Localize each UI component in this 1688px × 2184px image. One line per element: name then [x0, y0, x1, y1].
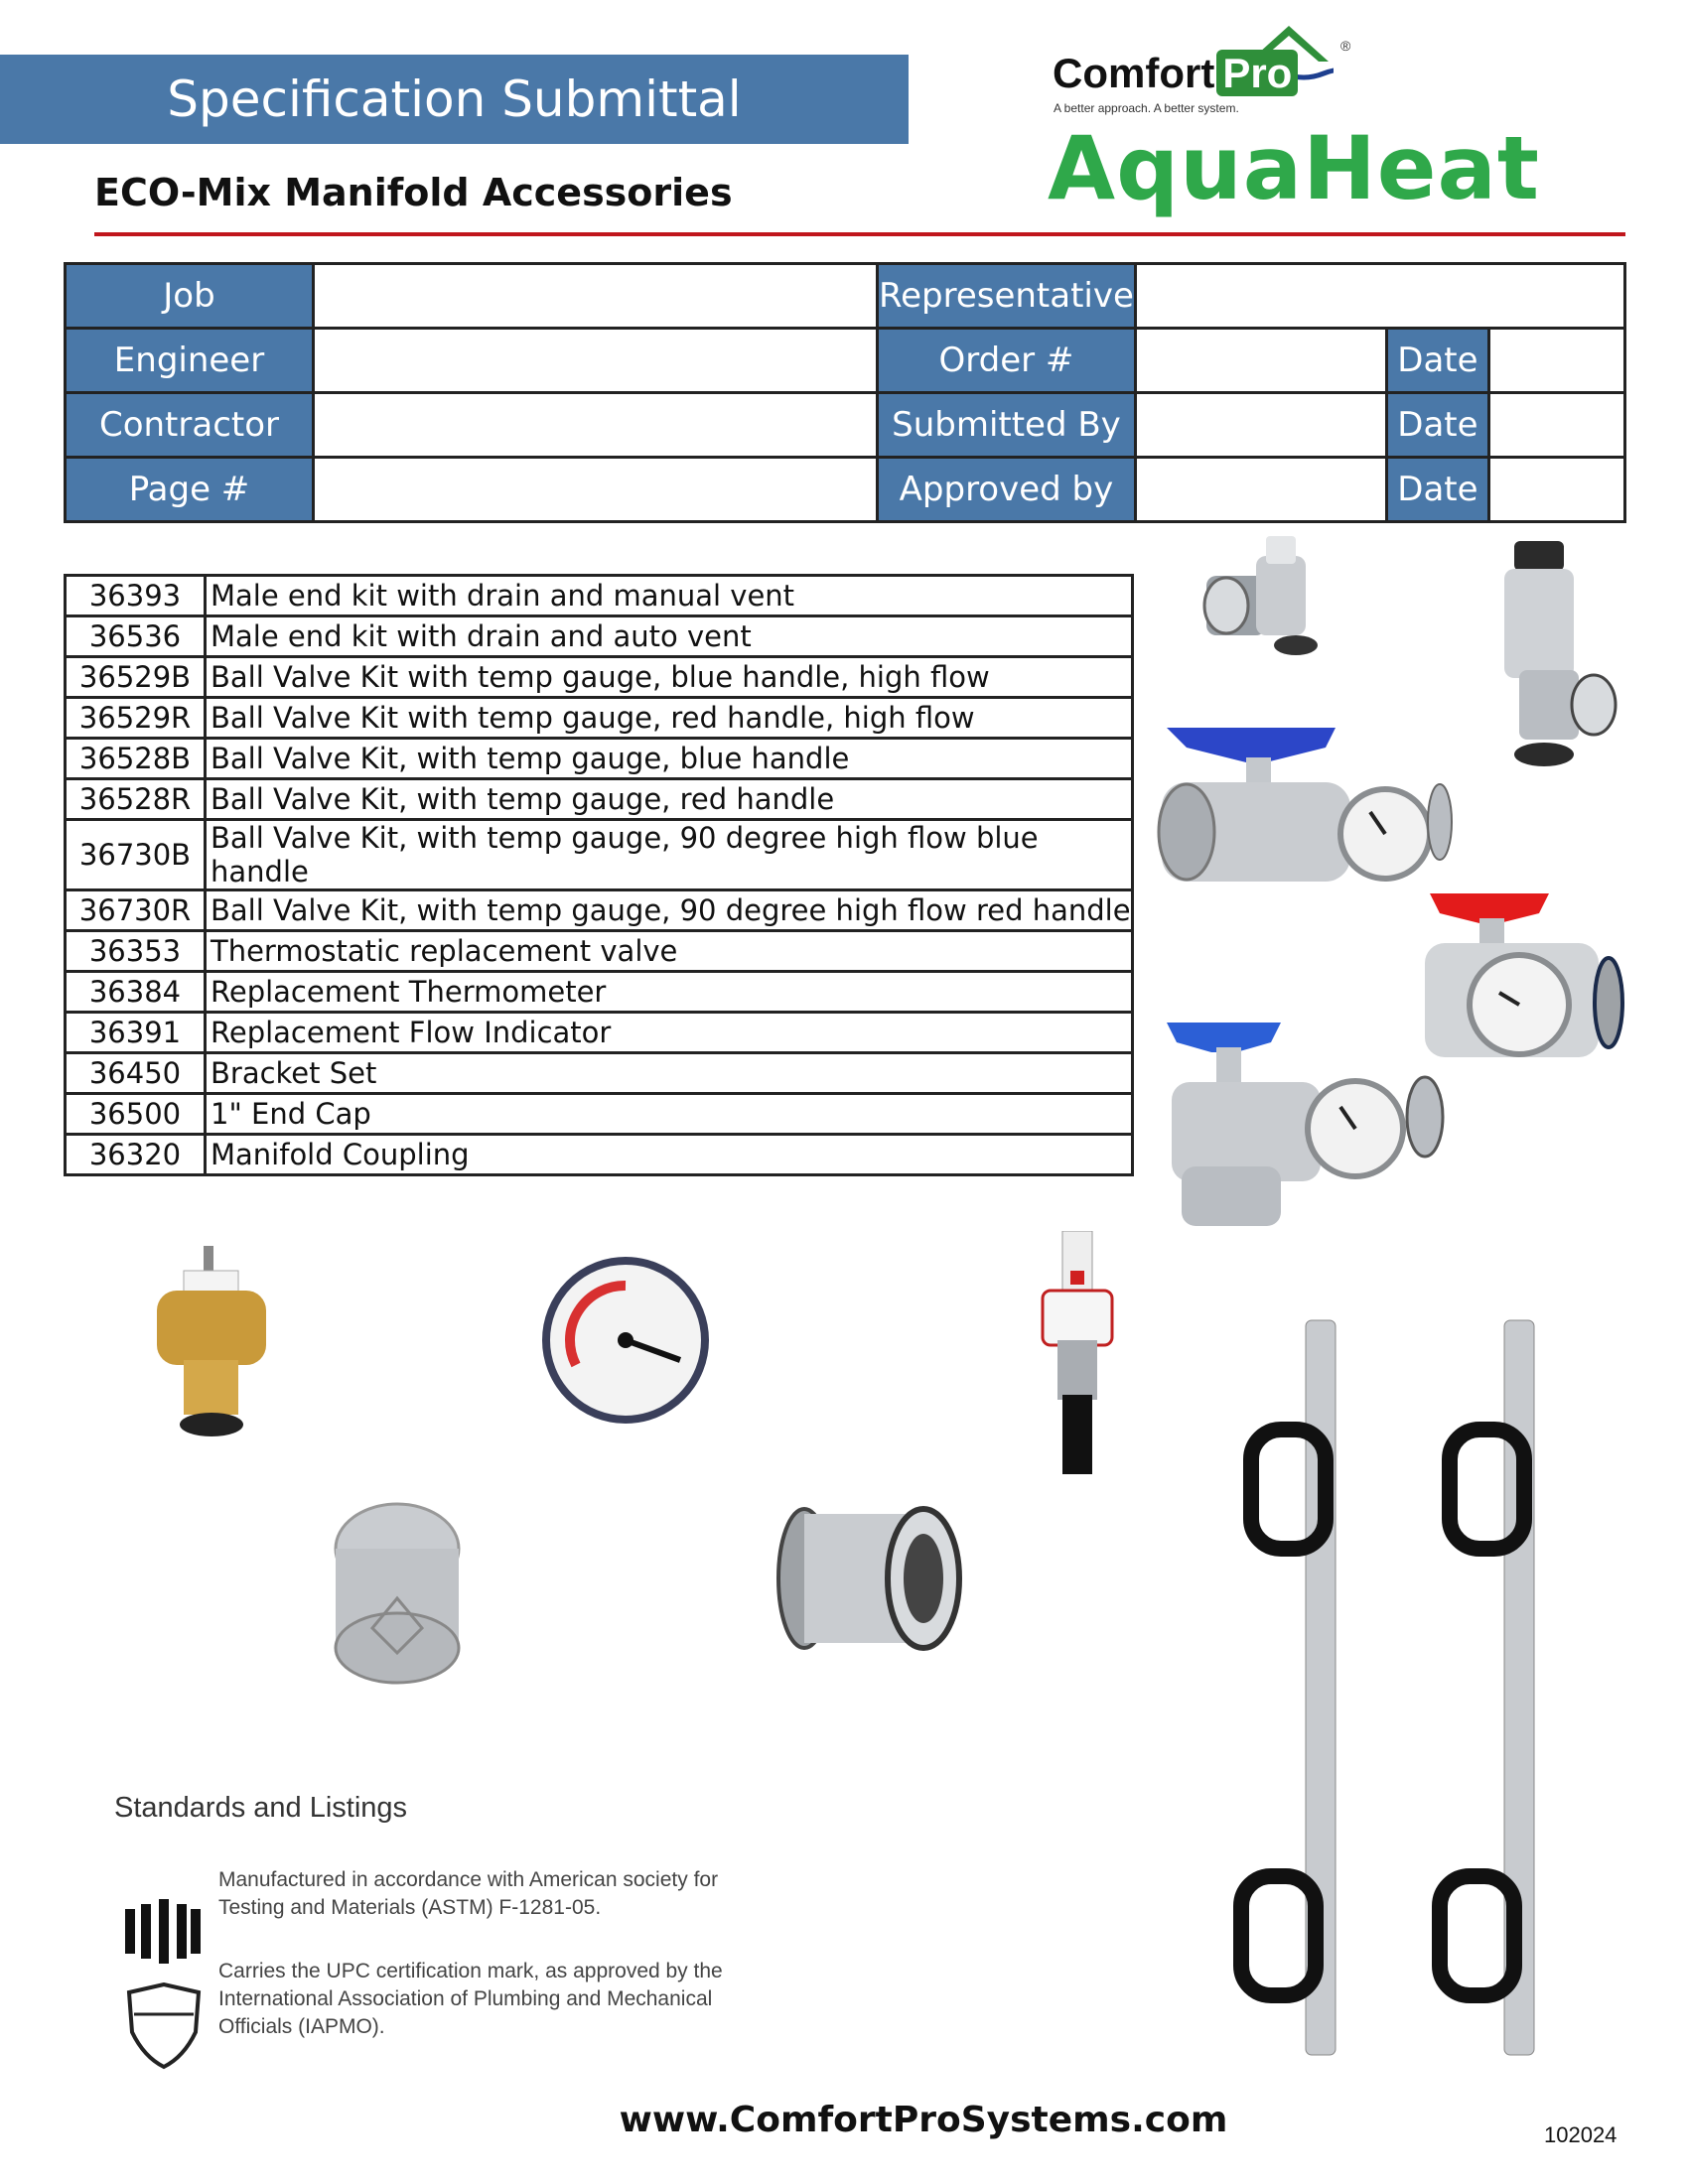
male-end-kit-auto-vent-image [1475, 541, 1623, 779]
part-description: Thermostatic replacement valve [206, 931, 1133, 972]
part-description: Replacement Flow Indicator [206, 1013, 1133, 1053]
part-description: Ball Valve Kit, with temp gauge, red handle [206, 779, 1133, 820]
page-label: Page # [66, 458, 314, 522]
logo-pro: Pro [1216, 50, 1298, 96]
document-code: 102024 [1544, 2122, 1618, 2147]
part-code: 36500 [66, 1094, 206, 1135]
table-row [66, 820, 1133, 890]
part-code: 36320 [66, 1135, 206, 1175]
logo-comfortpro [1053, 50, 1298, 97]
page-banner [0, 55, 909, 144]
table-row [66, 1094, 1133, 1135]
replacement-thermometer-image [541, 1256, 710, 1425]
order-label: Order # [878, 329, 1136, 393]
part-code: 36450 [66, 1053, 206, 1094]
date-label: Date [1386, 458, 1488, 522]
comfortpro-aquaheat-logo [1048, 20, 1623, 219]
male-end-kit-manual-vent-image [1196, 536, 1336, 665]
logo-tagline: A better approach. A better system. [1054, 101, 1239, 115]
upc-text: Carries the UPC certification mark, as approved by the International Association of Plumbing and Mechanical Officials (IAPMO). [218, 1960, 723, 2038]
upc-shield-icon [124, 1982, 204, 2070]
date-field[interactable] [1488, 458, 1624, 522]
date-field[interactable] [1488, 329, 1624, 393]
standards-title: Standards and Listings [114, 1792, 408, 1824]
thermostatic-valve-image [149, 1246, 278, 1444]
table-row [66, 576, 1133, 616]
job-field[interactable] [314, 264, 878, 329]
ball-valve-90-degree-image [1157, 1018, 1455, 1231]
table-row [66, 972, 1133, 1013]
submitted-by-field[interactable] [1135, 393, 1386, 458]
contractor-field[interactable] [314, 393, 878, 458]
part-code: 36353 [66, 931, 206, 972]
table-row [66, 657, 1133, 698]
part-code: 36730R [66, 890, 206, 931]
part-description: Bracket Set [206, 1053, 1133, 1094]
representative-label: Representative [878, 264, 1136, 329]
astm-text: Manufactured in accordance with American society for Testing and Materials (ASTM) F-1281-05. [218, 1868, 719, 1919]
logo-comfort: Comfort [1053, 50, 1215, 96]
end-cap-image [323, 1499, 472, 1688]
date-field[interactable] [1488, 393, 1624, 458]
part-code: 36393 [66, 576, 206, 616]
page-field[interactable] [314, 458, 878, 522]
table-row [66, 698, 1133, 739]
part-description: Ball Valve Kit, with temp gauge, blue handle [206, 739, 1133, 779]
table-row [66, 1135, 1133, 1175]
part-description: 1" End Cap [206, 1094, 1133, 1135]
representative-field[interactable] [1135, 264, 1624, 329]
part-description: Ball Valve Kit with temp gauge, red handle, high flow [206, 698, 1133, 739]
banner-title: Specification Submittal [167, 70, 742, 128]
date-label: Date [1386, 393, 1488, 458]
table-row [66, 779, 1133, 820]
part-code: 36384 [66, 972, 206, 1013]
website-footer [0, 2100, 1688, 2140]
part-code: 36730B [66, 820, 206, 890]
page-subtitle: ECO-Mix Manifold Accessories [94, 171, 733, 214]
bracket-set-image [1211, 1310, 1609, 2075]
part-description: Manifold Coupling [206, 1135, 1133, 1175]
astm-logo-icon [117, 1884, 207, 1974]
part-description: Ball Valve Kit, with temp gauge, 90 degree high flow red handle [206, 890, 1133, 931]
engineer-field[interactable] [314, 329, 878, 393]
part-description: Male end kit with drain and auto vent [206, 616, 1133, 657]
part-description: Replacement Thermometer [206, 972, 1133, 1013]
website-link[interactable]: www.ComfortProSystems.com [619, 2100, 1228, 2140]
part-description: Male end kit with drain and manual vent [206, 576, 1133, 616]
part-description: Ball Valve Kit with temp gauge, blue handle, high flow [206, 657, 1133, 698]
contractor-label: Contractor [66, 393, 314, 458]
part-code: 36529R [66, 698, 206, 739]
part-description: Ball Valve Kit, with temp gauge, 90 degree high flow blue handle [206, 820, 1133, 890]
job-label: Job [66, 264, 314, 329]
engineer-label: Engineer [66, 329, 314, 393]
table-row [66, 616, 1133, 657]
approved-by-field[interactable] [1135, 458, 1386, 522]
table-row [66, 1053, 1133, 1094]
table-row [66, 931, 1133, 972]
part-code: 36528B [66, 739, 206, 779]
logo-registered: ® [1340, 38, 1351, 54]
ball-valve-blue-handle-image [1157, 723, 1455, 891]
approved-by-label: Approved by [878, 458, 1136, 522]
logo-aquaheat: AquaHeat [1048, 117, 1540, 219]
table-row [66, 1013, 1133, 1053]
submitted-by-label: Submitted By [878, 393, 1136, 458]
part-code: 36391 [66, 1013, 206, 1053]
flow-indicator-image [1033, 1231, 1122, 1479]
part-code: 36536 [66, 616, 206, 657]
red-divider [94, 232, 1625, 236]
order-field[interactable] [1135, 329, 1386, 393]
part-code: 36529B [66, 657, 206, 698]
part-code: 36528R [66, 779, 206, 820]
table-row [66, 739, 1133, 779]
date-label: Date [1386, 329, 1488, 393]
parts-table [64, 574, 1134, 1176]
table-row [66, 890, 1133, 931]
manifold-coupling-image [774, 1494, 963, 1653]
submittal-info-table [64, 262, 1626, 523]
